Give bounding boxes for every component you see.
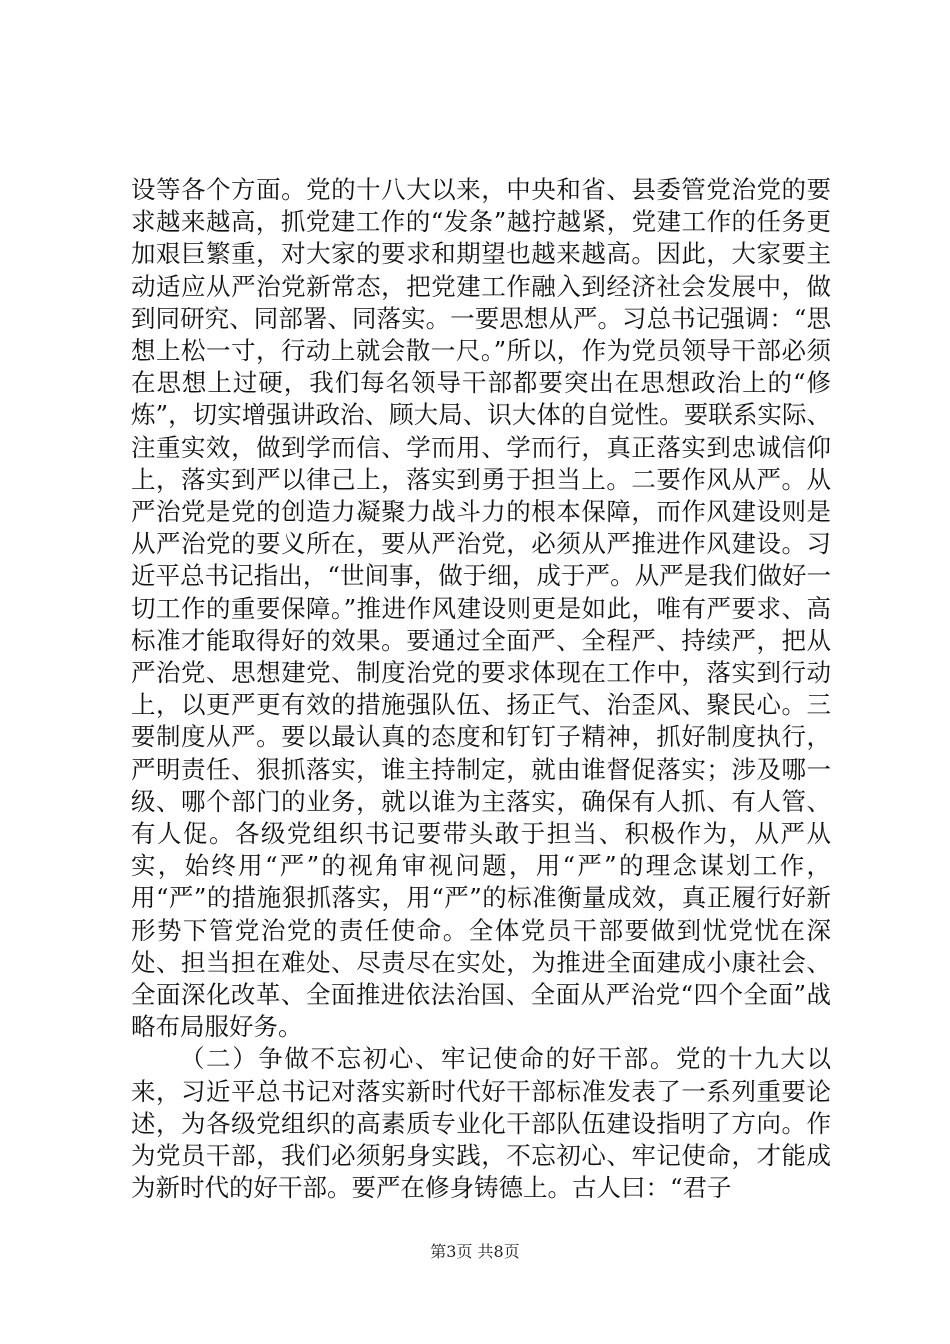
page-footer — [0, 1242, 950, 1262]
document-body — [131, 174, 831, 1205]
page-number: 第3页 共8页 — [430, 1242, 520, 1261]
paragraph-1: 设等各个方面。党的十八大以来，中央和省、县委管党治党的要求越来越高，抓党建工作的“发条”越拧越紧，党建工作的任务更加艰巨繁重，对大家的要求和期望也越来越高。因此，大家要主动适应从严治党新常态，把党建工作融入到经济社会发展中，做到同研究、同部署、同落实。一要思想从严。习总书记强调：“思想上松一寸，行动上就会散一尺。”所以，作为党员领导干部必须在思想上过硬，我们每名领导干部都要突出在思想政治上的“修炼”，切实增强讲政治、顾大局、识大体的自觉性。要联系实际、注重实效，做到学而信、学而用、学而行，真正落实到忠诚信仰上，落实到严以律己上，落实到勇于担当上。二要作风从严。从严治党是党的创造力凝聚力战斗力的根本保障，而作风建设则是从严治党的要义所在，要从严治党，必须从严推进作风建设。习近平总书记指出，“世间事，做于细，成于严。从严是我们做好一切工作的重要保障。”推进作风建设则更是如此，唯有严要求、高标准才能取得好的效果。要通过全面严、全程严、持续严，把从严治党、思想建党、制度治党的要求体现在工作中，落实到行动上，以更严更有效的措施强队伍、扬正气、治歪风、聚民心。三要制度从严。要以最认真的态度和钉钉子精神，抓好制度执行，严明责任、狠抓落实，谁主持制定，就由谁督促落实；涉及哪一级、哪个部门的业务，就以谁为主落实，确保有人抓、有人管、有人促。各级党组织书记要带头敢于担当、积极作为，从严从实，始终用“严”的视角审视问题，用“严”的理念谋划工作，用“严”的措施狠抓落实，用“严”的标准衡量成效，真正履行好新形势下管党治党的责任使命。全体党员干部要做到忧党忧在深处、担当担在难处、尽责尽在实处，为推进全面建成小康社会、全面深化改革、全面推进依法治国、全面从严治党“四个全面”战略布局服好务。 — [131, 175, 831, 1042]
paragraph-2: （二）争做不忘初心、牢记使命的好干部。党的十九大以来，习近平总书记对落实新时代好干部标准发表了一系列重要论述，为各级党组织的高素质专业化干部队伍建设指明了方向。作为党员干部，我们必须躬身实践，不忘初心、牢记使命，才能成为新时代的好干部。要严在修身铸德上。古人曰：“君子 — [131, 1044, 831, 1203]
